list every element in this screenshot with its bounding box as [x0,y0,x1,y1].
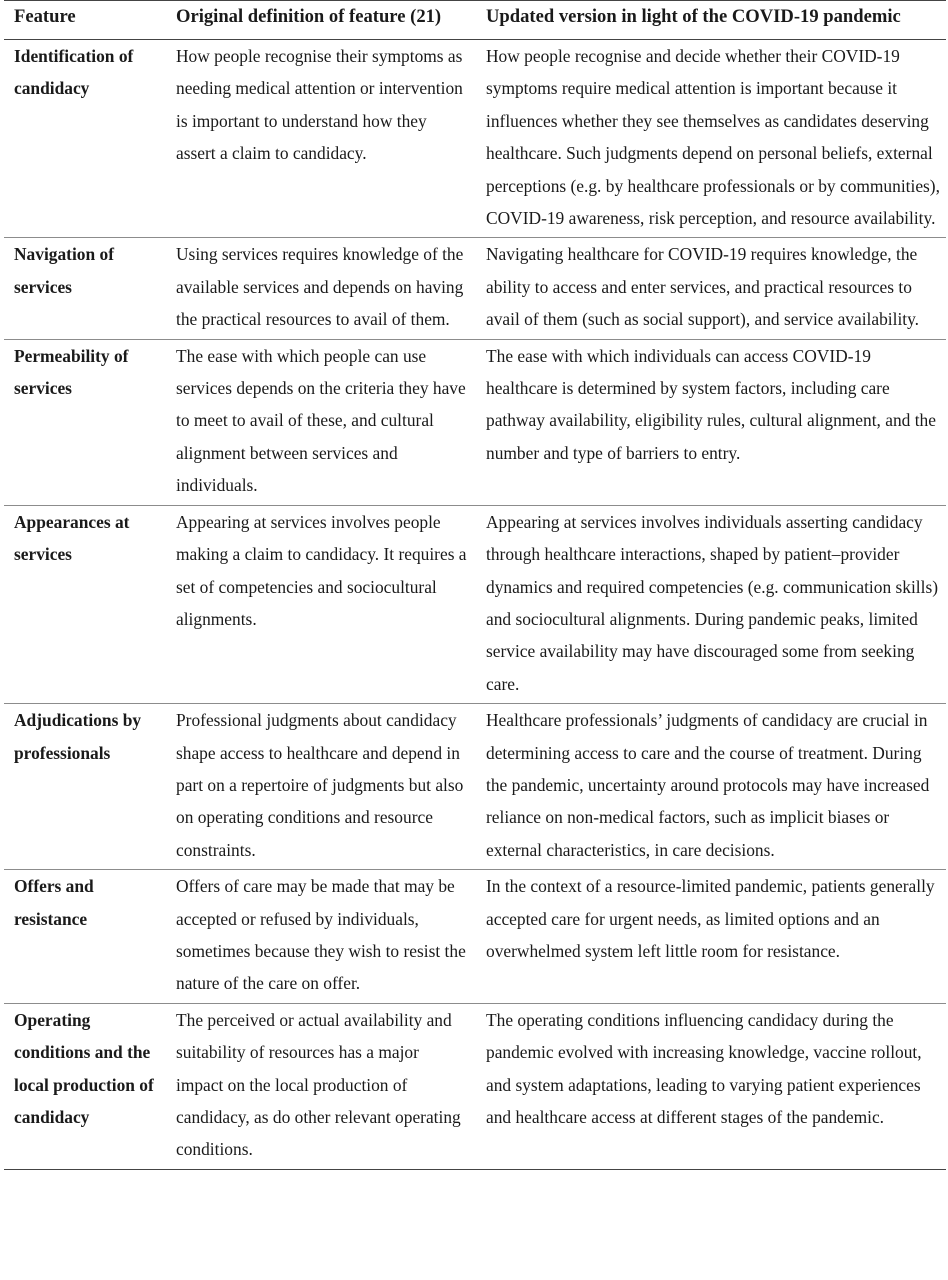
updated-version-cell: Navigating healthcare for COVID-19 requires knowledge, the ability to access and enter services, and practical resources to avail of them (such as social support), and service availability. [476,238,946,339]
original-definition-cell: Professional judgments about candidacy shape access to healthcare and depend in part on a repertoire of judgments but also on operating conditions and resource constraints. [166,704,476,870]
updated-version-cell: The operating conditions influencing candidacy during the pandemic evolved with increasing knowledge, vaccine rollout, and system adaptations, leading to varying patient experiences and healthcare access at different stages of the pandemic. [476,1003,946,1169]
feature-cell: Offers and resistance [4,870,166,1004]
feature-cell: Identification of candidacy [4,40,166,238]
feature-cell: Appearances at services [4,505,166,703]
original-definition-cell: The perceived or actual availability and suitability of resources has a major impact on the local production of candidacy, as do other relevant operating conditions. [166,1003,476,1169]
updated-version-cell: How people recognise and decide whether their COVID-19 symptoms require medical attention is important because it influences whether they see themselves as candidates deserving healthcare. Such judgments depend on personal beliefs, external perceptions (e.g. by healthcare professionals or by communities), COVID-19 awareness, risk perception, and resource availability. [476,40,946,238]
table-row [4,339,946,505]
feature-comparison-table [4,0,946,1170]
original-definition-cell: The ease with which people can use services depends on the criteria they have to meet to avail of these, and cultural alignment between services and individuals. [166,339,476,505]
updated-version-cell: Healthcare professionals’ judgments of candidacy are crucial in determining access to care and the course of treatment. During the pandemic, uncertainty around protocols may have increased reliance on non-medical factors, such as implicit biases or external characteristics, in care decisions. [476,704,946,870]
table-row [4,704,946,870]
table-body [4,40,946,1170]
feature-cell: Adjudications by professionals [4,704,166,870]
table-row [4,505,946,703]
feature-cell: Permeability of services [4,339,166,505]
feature-cell: Navigation of services [4,238,166,339]
table-row [4,870,946,1004]
table-header [4,1,946,40]
header-updated-version: Updated version in light of the COVID-19 pandemic [476,1,946,40]
table-row [4,1003,946,1169]
header-row [4,1,946,40]
feature-cell: Operating conditions and the local production of candidacy [4,1003,166,1169]
original-definition-cell: Using services requires knowledge of the available services and depends on having the practical resources to avail of them. [166,238,476,339]
updated-version-cell: Appearing at services involves individuals asserting candidacy through healthcare interactions, shaped by patient–provider dynamics and required competencies (e.g. communication skills) and sociocultural alignments. During pandemic peaks, limited service availability may have discouraged some from seeking care. [476,505,946,703]
header-original-definition: Original definition of feature (21) [166,1,476,40]
original-definition-cell: Offers of care may be made that may be accepted or refused by individuals, sometimes because they wish to resist the nature of the care on offer. [166,870,476,1004]
original-definition-cell: Appearing at services involves people making a claim to candidacy. It requires a set of competencies and sociocultural alignments. [166,505,476,703]
table-row [4,238,946,339]
updated-version-cell: In the context of a resource-limited pandemic, patients generally accepted care for urgent needs, as limited options and an overwhelmed system left little room for resistance. [476,870,946,1004]
original-definition-cell: How people recognise their symptoms as needing medical attention or intervention is important to understand how they assert a claim to candidacy. [166,40,476,238]
updated-version-cell: The ease with which individuals can access COVID-19 healthcare is determined by system factors, including care pathway availability, eligibility rules, cultural alignment, and the number and type of barriers to entry. [476,339,946,505]
header-feature: Feature [4,1,166,40]
table-row [4,40,946,238]
